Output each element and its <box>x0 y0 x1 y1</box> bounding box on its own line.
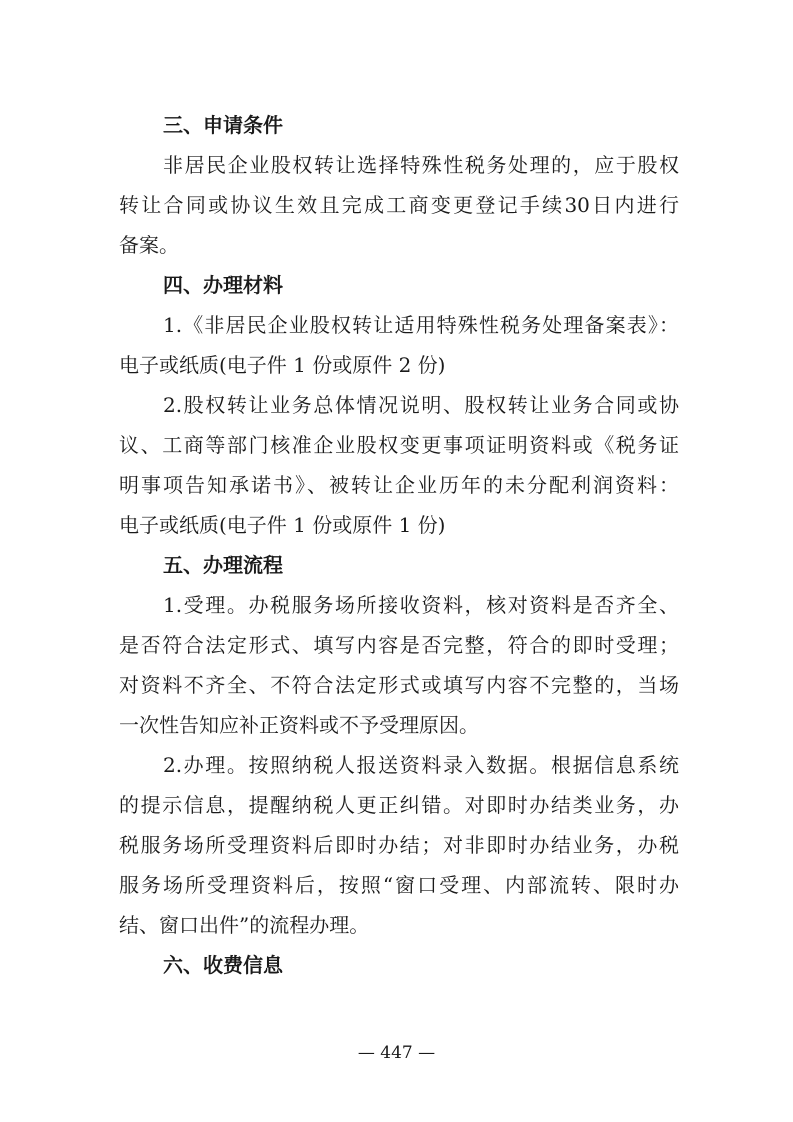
section-heading-materials: 四、办理材料 <box>163 273 283 297</box>
text-line: 2.办理。按照纳税人报送资料录入数据。根据信息系统 <box>163 753 679 777</box>
text-line: 的提示信息，提醒纳税人更正纠错。对即时办结类业务，办 <box>119 793 679 817</box>
page-number: — 447 — <box>357 1043 436 1063</box>
text-line: 电子或纸质(电子件 1 份或原件 2 份) <box>119 353 446 377</box>
document-body <box>119 105 679 985</box>
text-line: 转让合同或协议生效且完成工商变更登记手续30日内进行 <box>119 193 679 217</box>
paragraph-process-item-2 <box>119 745 679 945</box>
text-line: 结、窗口出件”的流程办理。 <box>119 913 370 937</box>
paragraph-application-conditions <box>119 145 679 265</box>
text-line: 对资料不齐全、不符合法定形式或填写内容不完整的，当场 <box>119 673 679 697</box>
paragraph-process-item-1 <box>119 585 679 745</box>
text-line: 2.股权转让业务总体情况说明、股权转让业务合同或协 <box>163 393 679 417</box>
text-line: 电子或纸质(电子件 1 份或原件 1 份) <box>119 513 446 537</box>
section-heading-application-conditions: 三、申请条件 <box>163 113 283 137</box>
text-line: 明事项告知承诺书》、被转让企业历年的未分配利润资料： <box>119 473 679 497</box>
text-line: 备案。 <box>119 233 179 257</box>
section-heading-process: 五、办理流程 <box>163 553 283 577</box>
text-line: 1.《非居民企业股权转让适用特殊性税务处理备案表》： <box>163 313 679 337</box>
text-line: 税服务场所受理资料后即时办结；对非即时办结业务，办税 <box>119 833 679 857</box>
paragraph-materials-item-1 <box>119 305 679 385</box>
text-line: 议、工商等部门核准企业股权变更事项证明资料或《税务证 <box>119 433 679 457</box>
text-line: 一次性告知应补正资料或不予受理原因。 <box>119 713 479 737</box>
section-heading-fees: 六、收费信息 <box>163 953 283 977</box>
paragraph-materials-item-2 <box>119 385 679 545</box>
text-line: 1.受理。办税服务场所接收资料，核对资料是否齐全、 <box>163 593 679 617</box>
text-line: 是否符合法定形式、填写内容是否完整，符合的即时受理； <box>119 633 679 657</box>
text-line: 非居民企业股权转让选择特殊性税务处理的，应于股权 <box>163 153 679 177</box>
text-line: 服务场所受理资料后，按照“窗口受理、内部流转、限时办 <box>119 873 679 897</box>
